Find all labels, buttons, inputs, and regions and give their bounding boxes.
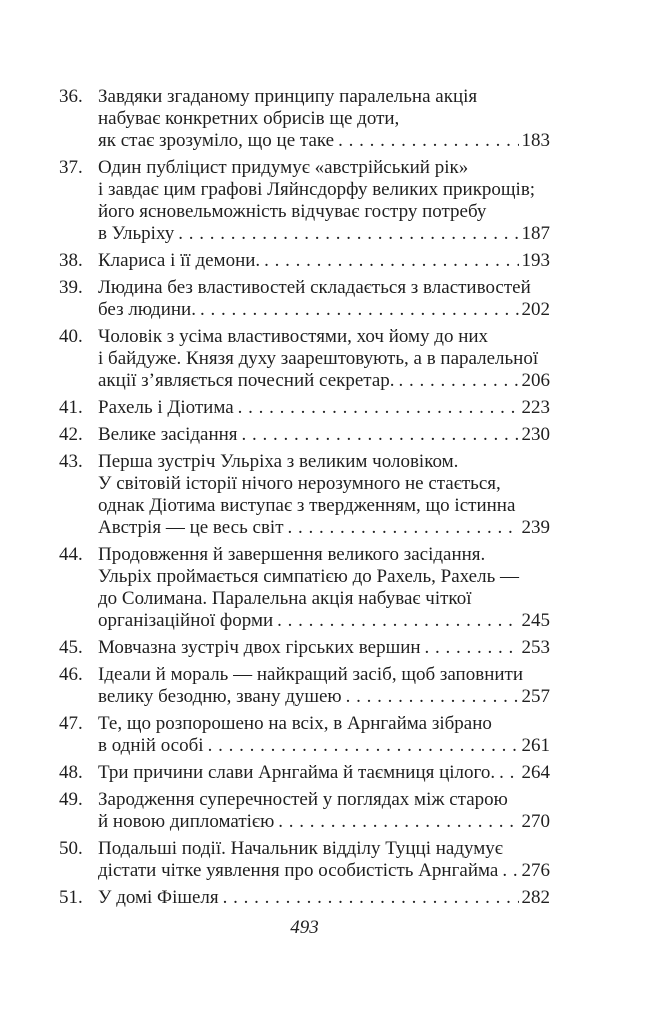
dot-leader: [178, 223, 518, 245]
dot-leader: [399, 370, 519, 392]
toc-entry-title-text: як стає зрозуміло, що це таке: [98, 130, 335, 151]
toc-entry-title-text: У домі Фішеля: [98, 887, 219, 908]
toc-entry-title-text: й новою дипломатією: [98, 811, 275, 832]
toc-entry-chapter-number: 43.: [59, 451, 83, 472]
toc-entry: [59, 326, 550, 392]
toc-entry: [59, 86, 550, 152]
toc-entry-page-number: 183: [521, 130, 550, 151]
toc-entry-page-number: 187: [521, 223, 550, 244]
toc-entry: [59, 544, 550, 632]
toc-entry: [59, 664, 550, 708]
toc-entry-line: набуває конкретних обрисів ще доти,: [98, 108, 400, 129]
toc-entry-last-line: [98, 250, 550, 272]
toc-entry-body: [98, 713, 550, 757]
toc-entry-last-line: [98, 637, 550, 659]
toc-entry-body: [98, 250, 550, 272]
dot-leader: [223, 887, 519, 909]
toc-entry-line: до Солимана. Паралельна акція набуває чіткої: [98, 588, 472, 609]
toc-entry-line: Людина без властивостей складається з властивостей: [98, 277, 531, 298]
toc-entry-title-text: акції з’являється почесний секретар.: [98, 370, 395, 391]
toc-entry-title-text: Велике засідання: [98, 424, 238, 445]
toc-entry: [59, 887, 550, 909]
toc-entry-line: Продовження й завершення великого засідання.: [98, 544, 486, 565]
toc-entry-body: [98, 451, 550, 539]
toc-entry-last-line: [98, 860, 550, 882]
toc-entry: [59, 762, 550, 784]
toc-entry-chapter-number: 38.: [59, 250, 83, 271]
toc-entry-chapter-number: 49.: [59, 789, 83, 810]
toc-entry-page-number: 264: [521, 762, 550, 783]
dot-leader: [425, 637, 519, 659]
toc-entry-line: Перша зустріч Ульріха з великим чоловіком.: [98, 451, 459, 472]
toc-entry-page-number: 282: [521, 887, 550, 908]
dot-leader: [200, 299, 519, 321]
toc-entry-page-number: 230: [521, 424, 550, 445]
toc-entry-line: його ясновельможність відчуває гостру потребу: [98, 201, 487, 222]
toc-entry-chapter-number: 46.: [59, 664, 83, 685]
dot-leader: [264, 250, 518, 272]
toc-entry-page-number: 276: [521, 860, 550, 881]
dot-leader: [242, 424, 519, 446]
toc-entry-line: однак Діотима виступає з твердженням, що істинна: [98, 495, 516, 516]
toc-entry-line: Ідеали й мораль — найкращий засіб, щоб заповнити: [98, 664, 523, 685]
toc-entry-title-text: без людини.: [98, 299, 196, 320]
toc-entry-page-number: 245: [521, 610, 550, 631]
toc-entry-last-line: [98, 686, 550, 708]
toc-entry-chapter-number: 45.: [59, 637, 83, 658]
dot-leader: [502, 860, 518, 882]
toc-entry: [59, 713, 550, 757]
toc-entry-chapter-number: 39.: [59, 277, 83, 298]
toc-entry-last-line: [98, 370, 550, 392]
toc-entry-last-line: [98, 130, 550, 152]
toc-entry-last-line: [98, 762, 550, 784]
toc-entry-line: Подальші події. Начальник відділу Туцці надумує: [98, 838, 503, 859]
toc-entry-page-number: 239: [521, 517, 550, 538]
toc-entry-page-number: 270: [521, 811, 550, 832]
toc-entry-title-text: в одній особі: [98, 735, 204, 756]
toc-entry-last-line: [98, 887, 550, 909]
toc-entry: [59, 424, 550, 446]
toc-entry-title-text: велику безодню, звану душею: [98, 686, 342, 707]
page-folio-number: 493: [290, 917, 319, 938]
toc-entry-line: Те, що розпорошено на всіх, в Арнгайма зібрано: [98, 713, 492, 734]
dot-leader: [278, 811, 518, 833]
toc-entry-page-number: 261: [521, 735, 550, 756]
toc-entry: [59, 397, 550, 419]
toc-entry-chapter-number: 37.: [59, 157, 83, 178]
toc-entry-page-number: 193: [521, 250, 550, 271]
toc-entry-line: Ульріх проймається симпатією до Рахель, Рахель —: [98, 566, 519, 587]
toc-entry-chapter-number: 48.: [59, 762, 83, 783]
toc-entry-title-text: Три причини слави Арнгайма й таємниця цілого.: [98, 762, 496, 783]
toc-entry-line: Один публіцист придумує «австрійський рік»: [98, 157, 469, 178]
toc-entry: [59, 789, 550, 833]
toc-entry-last-line: [98, 735, 550, 757]
toc-entry-body: [98, 887, 550, 909]
dot-leader: [338, 130, 518, 152]
toc-list: [59, 86, 550, 909]
toc-entry-title-text: організаційної форми: [98, 610, 274, 631]
toc-entry-body: [98, 789, 550, 833]
toc-entry-title-text: Рахель і Діотима: [98, 397, 234, 418]
toc-entry-chapter-number: 42.: [59, 424, 83, 445]
toc-entry-title-text: Мовчазна зустріч двох гірських вершин: [98, 637, 421, 658]
toc-entry-last-line: [98, 811, 550, 833]
toc-entry-last-line: [98, 397, 550, 419]
toc-entry: [59, 637, 550, 659]
toc-entry-last-line: [98, 610, 550, 632]
toc-entry-body: [98, 277, 550, 321]
toc-entry-line: і завдає цим графові Ляйнсдорфу великих прикрощів;: [98, 179, 536, 200]
toc-entry: [59, 838, 550, 882]
dot-leader: [277, 610, 518, 632]
toc-entry-body: [98, 762, 550, 784]
toc-entry-page-number: 257: [521, 686, 550, 707]
toc-entry-body: [98, 157, 550, 245]
toc-entry-chapter-number: 40.: [59, 326, 83, 347]
toc-entry-title-text: Клариса і її демони.: [98, 250, 261, 271]
toc-entry-body: [98, 838, 550, 882]
toc-entry-body: [98, 664, 550, 708]
toc-entry: [59, 250, 550, 272]
toc-entry-last-line: [98, 517, 550, 539]
toc-entry-title-text: Австрія — це весь світ: [98, 517, 284, 538]
toc-entry-page-number: 202: [521, 299, 550, 320]
toc-entry-chapter-number: 44.: [59, 544, 83, 565]
toc-entry-body: [98, 637, 550, 659]
toc-entry-body: [98, 326, 550, 392]
toc-entry-chapter-number: 41.: [59, 397, 83, 418]
toc-entry-line: У світовій історії нічого нерозумного не стається,: [98, 473, 501, 494]
toc-entry-title-text: дістати чітке уявлення про особистість Арнгайма: [98, 860, 499, 881]
dot-leader: [499, 762, 518, 784]
toc-entry: [59, 157, 550, 245]
toc-entry-page-number: 253: [521, 637, 550, 658]
toc-entry: [59, 277, 550, 321]
toc-entry-last-line: [98, 299, 550, 321]
toc-entry-line: Зародження суперечностей у поглядах між старою: [98, 789, 508, 810]
toc-entry-chapter-number: 36.: [59, 86, 83, 107]
toc-entry-title-text: в Ульріху: [98, 223, 175, 244]
toc-entry-page-number: 223: [521, 397, 550, 418]
toc-entry-chapter-number: 47.: [59, 713, 83, 734]
toc-entry-line: Чоловік з усіма властивостями, хоч йому до них: [98, 326, 489, 347]
toc-entry-page-number: 206: [521, 370, 550, 391]
toc-entry-line: і байдуже. Князя духу заарештовують, а в паралельної: [98, 348, 539, 369]
toc-entry-last-line: [98, 223, 550, 245]
toc-entry-body: [98, 86, 550, 152]
toc-entry: [59, 451, 550, 539]
toc-entry-body: [98, 424, 550, 446]
dot-leader: [208, 735, 519, 757]
dot-leader: [288, 517, 519, 539]
toc-entry-last-line: [98, 424, 550, 446]
toc-entry-chapter-number: 51.: [59, 887, 83, 908]
toc-entry-line: Завдяки згаданому принципу паралельна акція: [98, 86, 478, 107]
dot-leader: [346, 686, 519, 708]
toc-entry-body: [98, 544, 550, 632]
toc-entry-chapter-number: 50.: [59, 838, 83, 859]
toc-entry-body: [98, 397, 550, 419]
dot-leader: [238, 397, 519, 419]
